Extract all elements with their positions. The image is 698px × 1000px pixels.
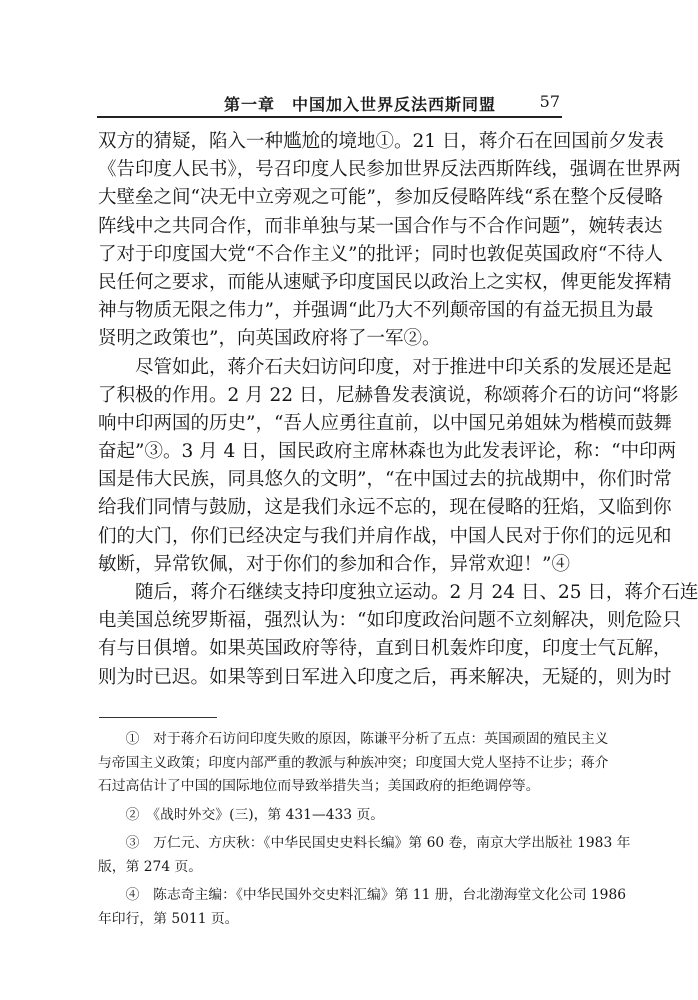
- text-line: 则为时已迟。如果等到日军进入印度之后，再来解决，无疑的，则为时: [98, 666, 672, 688]
- text-line: 奋起”③。3 月 4 日，国民政府主席林森也为此发表评论，称：“中印两: [98, 441, 677, 463]
- footnote: [98, 804, 566, 828]
- footnotes: [98, 728, 631, 931]
- text-line: 随后，蒋介石继续支持印度独立运动。2 月 24 日、25 日，蒋介石连: [98, 582, 698, 603]
- text-line: 尽管如此，蒋介石夫妇访问印度，对于推进中印关系的发展还是起: [98, 356, 672, 378]
- footnote: [98, 832, 631, 879]
- paragraph: [98, 579, 698, 692]
- footnote-line: 版，第 274 页。: [98, 858, 203, 875]
- footnote-separator: [99, 717, 217, 718]
- text-line: 给我们同情与鼓励，这是我们永远不忘的，现在侵略的狂焰，又临到你: [98, 497, 672, 519]
- text-line: 贤明之政策也”，向英国政府将了一军②。: [98, 328, 441, 350]
- text-line: 神与物质无限之伟力”，并强调“此乃大不列颠帝国的有益无损且为最: [98, 300, 654, 322]
- footnote: [98, 884, 627, 931]
- text-line: 民任何之要求，而能从速赋予印度国民以政治上之实权，俾更能发挥精: [98, 271, 672, 293]
- text-line: 敏断，异常钦佩，对于你们的参加和合作，异常欢迎！”④: [98, 553, 570, 575]
- footnote-line: 石过高估计了中国的国际地位而导致举措失当；美国政府的拒绝调停等。: [98, 778, 540, 794]
- paragraph: [98, 128, 681, 354]
- footnote-line: ② 《战时外交》(三)，第 431—433 页。: [98, 806, 385, 823]
- footnote-line: 与帝国主义政策；印度内部严重的教派与种族冲突；印度国大党人坚持不让步；蒋介: [98, 754, 609, 771]
- footnote-line: ① 对于蒋介石访问印度失败的原因，陈谦平分析了五点：英国顽固的殖民主义: [98, 731, 609, 747]
- text-line: 双方的猜疑，陷入一种尴尬的境地①。21 日，蒋介石在回国前夕发表: [98, 131, 664, 152]
- footnote-line: 年印行，第 5011 页。: [98, 910, 239, 927]
- text-line: 电美国总统罗斯福，强烈认为：“如印度政治问题不立刻解决，则危险只: [98, 610, 681, 632]
- paragraph: [98, 354, 679, 580]
- page-number: 57: [539, 92, 560, 111]
- text-line: 大壁垒之间“决无中立旁观之可能”，参加反侵略阵线“系在整个反侵略: [98, 187, 663, 209]
- footnote-line: ③ 万仁元、方庆秋：《中华民国史史料长编》第 60 卷，南京大学出版社 1983 年: [98, 835, 631, 851]
- text-line: 响中印两国的历史”，“吾人应勇往直前，以中国兄弟姐妹为楷模而鼓舞: [98, 412, 672, 434]
- footnote-line: ④ 陈志奇主编：《中华民国外交史料汇编》第 11 册，台北渤海堂文化公司 1986: [98, 887, 627, 903]
- text-line: 国是伟大民族，同具悠久的文明”，“在中国过去的抗战期中，你们时常: [98, 469, 672, 491]
- text-line: 有与日俱增。如果英国政府等待，直到日机轰炸印度，印度士气瓦解，: [98, 638, 672, 660]
- text-line: 了对于印度国大党“不合作主义”的批评；同时也敦促英国政府“不待人: [98, 243, 663, 265]
- body-text: [98, 128, 698, 692]
- text-line: 阵线中之共同合作，而非单独与某一国合作与不合作问题”，婉转表达: [98, 215, 663, 237]
- footnote: [98, 728, 609, 799]
- running-header: [97, 88, 562, 118]
- text-line: 们的大门，你们已经决定与我们并肩作战，中国人民对于你们的远见和: [98, 525, 672, 547]
- text-line: 《告印度人民书》，号召印度人民参加世界反法西斯阵线，强调在世界两: [98, 159, 681, 181]
- text-line: 了积极的作用。2 月 22 日，尼赫鲁发表演说，称颂蒋介石的访问“将影: [98, 384, 679, 406]
- chapter-title: 第一章 中国加入世界反法西斯同盟: [223, 95, 496, 114]
